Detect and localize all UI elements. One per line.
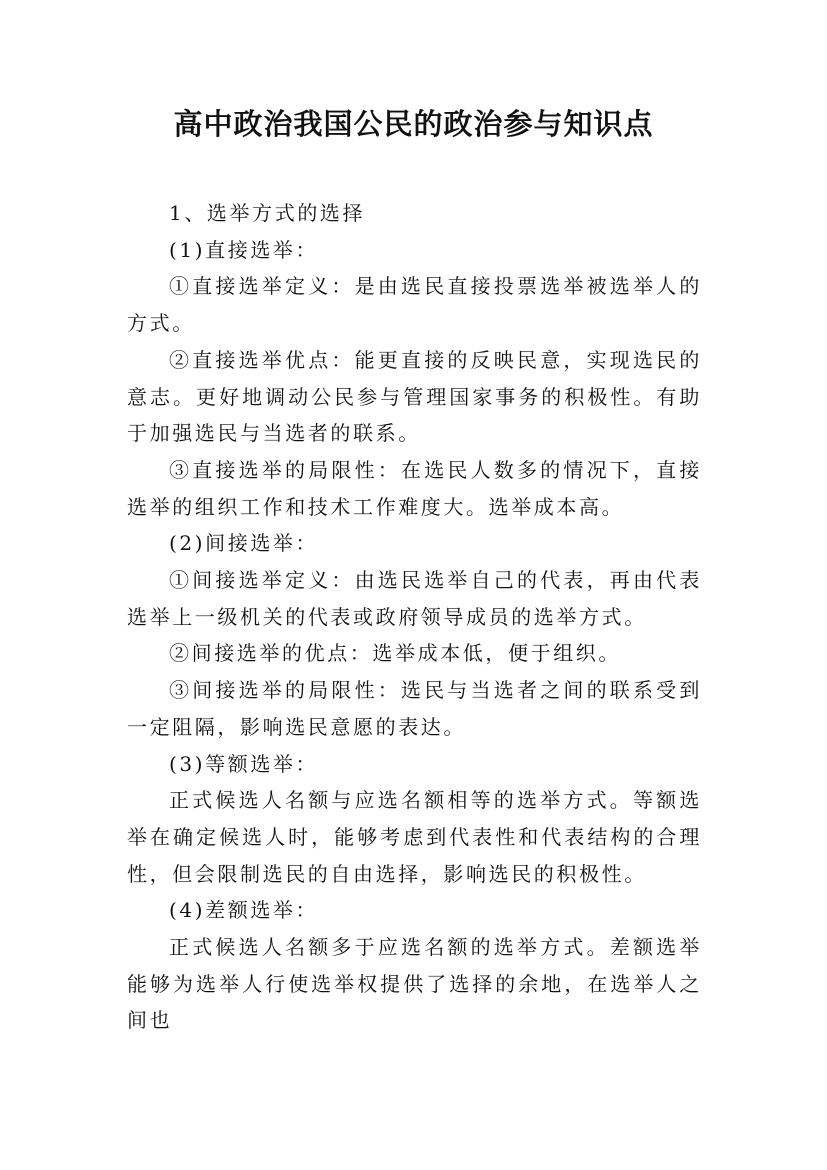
document-body <box>127 195 702 1039</box>
paragraph: ③直接选举的局限性：在选民人数多的情况下，直接选举的组织工作和技术工作难度大。选举成本高。 <box>127 457 702 519</box>
section-heading: 1、选举方式的选择 <box>169 201 366 225</box>
paragraph: ①直接选举定义：是由选民直接投票选举被选举人的方式。 <box>127 274 702 336</box>
paragraph: ③间接选举的局限性：选民与当选者之间的联系受到一定阻隔，影响选民意愿的表达。 <box>127 678 702 739</box>
subsection-heading: (3)等额选举： <box>169 751 319 776</box>
subsection-heading: (4)差额选举： <box>169 898 319 923</box>
paragraph: 正式候选人名额多于应选名额的选举方式。差额选举能够为选举人行使选举权提供了选择的余地，在选举人之间也 <box>127 935 702 1033</box>
paragraph: ②间接选举的优点：选举成本低，便于组织。 <box>169 641 621 666</box>
paragraph: 正式候选人名额与应选名额相等的选举方式。等额选举在确定候选人时，能够考虑到代表性和代表结构的合理性，但会限制选民的自由选择，影响选民的积极性。 <box>127 788 702 886</box>
subsection-heading: (1)直接选举： <box>169 237 319 262</box>
paragraph: ①间接选举定义：由选民选举自己的代表，再由代表选举上一级机关的代表或政府领导成员的选举方式。 <box>127 568 702 629</box>
paragraph: ②直接选举优点：能更直接的反映民意，实现选民的意志。更好地调动公民参与管理国家事务的积极性。有助于加强选民与当选者的联系。 <box>127 347 702 446</box>
subsection-heading: (2)间接选举： <box>169 531 319 556</box>
document-title: 高中政治我国公民的政治参与知识点 <box>173 107 654 141</box>
